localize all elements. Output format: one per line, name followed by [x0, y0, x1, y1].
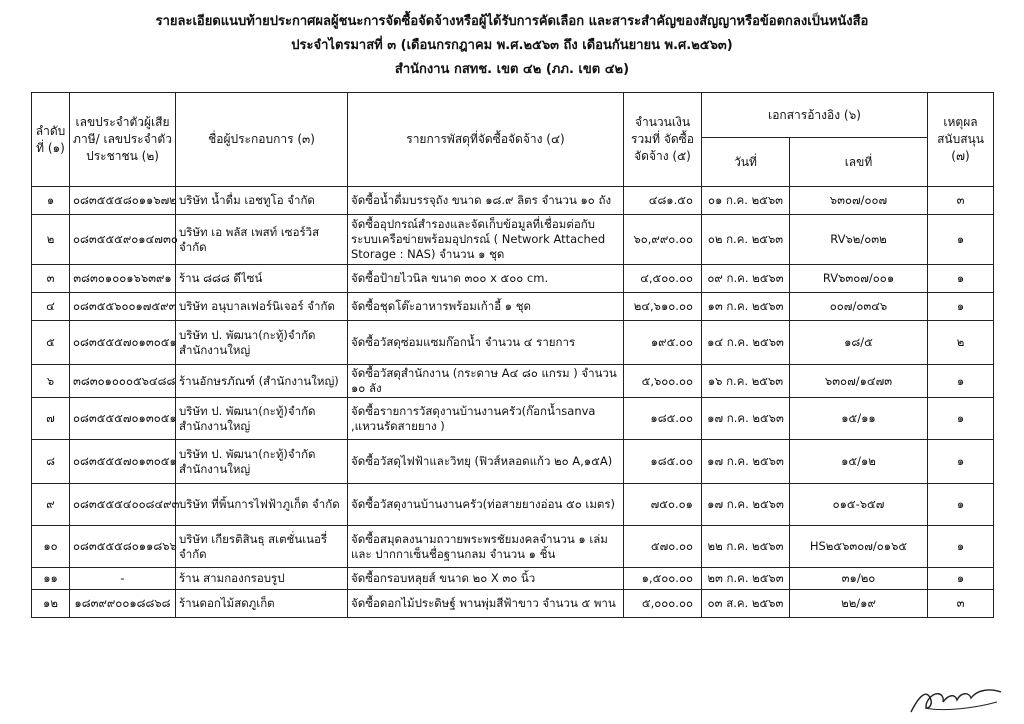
table-row: [32, 590, 994, 618]
cell-amount: ๔,๕๐๐.๐๐: [624, 265, 702, 293]
col-header-item: รายการพัสดุที่จัดซื้อจัดจ้าง (๔): [348, 93, 624, 187]
cell-date: ๑๓ ก.ค. ๒๕๖๓: [702, 293, 790, 321]
cell-item: จัดซื้อวัสดุสำนักงาน (กระดาษ A๔ ๘๐ แกรม ) จำนวน ๑๐ ลัง: [348, 365, 624, 398]
cell-reason: ๑: [928, 398, 994, 440]
cell-no: ๓: [32, 265, 70, 293]
signature-mark: [905, 678, 1005, 718]
table-row: [32, 293, 994, 321]
cell-amount: ๑๘๕.๐๐: [624, 398, 702, 440]
cell-taxid: -: [70, 568, 176, 590]
cell-ref-no: RV๖๒/๐๓๒: [790, 215, 928, 265]
col-header-ref-date: วันที่: [702, 138, 790, 187]
col-header-ref-no: เลขที่: [790, 138, 928, 187]
cell-ref-no: ๑๕/๑๒: [790, 440, 928, 484]
cell-no: ๗: [32, 398, 70, 440]
table-row: [32, 187, 994, 215]
cell-item: จัดซื้อกรอบหลุยส์ ขนาด ๒๐ X ๓๐ นิ้ว: [348, 568, 624, 590]
cell-item: จัดซื้อรายการวัสดุงานบ้านงานครัว(ก๊อกน้ำsanva ,แหวนรัดสายยาง ): [348, 398, 624, 440]
cell-date: ๑๗ ก.ค. ๒๕๖๓: [702, 440, 790, 484]
cell-vendor: ร้านอักษรภัณฑ์ (สำนักงานใหญ่): [176, 365, 348, 398]
cell-ref-no: ๖๓๐๗/๐๐๗: [790, 187, 928, 215]
cell-item: จัดซื้ออุปกรณ์สำรองและจัดเก็บข้อมูลที่เชื่อมต่อกับระบบเครือข่ายพร้อมอุปกรณ์ ( Network Attached Storage : NAS) จำนวน ๑ ชุด: [348, 215, 624, 265]
cell-reason: ๓: [928, 187, 994, 215]
table-row: [32, 484, 994, 526]
col-header-amount: จำนวนเงิน รวมที่ จัดซื้อจัดจ้าง (๕): [624, 93, 702, 187]
cell-taxid: ๓๘๓๐๑๐๐๐๕๖๔๘๘: [70, 365, 176, 398]
cell-taxid: ๐๘๓๕๕๕๗๐๑๓๐๕๑: [70, 440, 176, 484]
cell-ref-no: ๓๑/๒๐: [790, 568, 928, 590]
cell-reason: ๑: [928, 215, 994, 265]
document-header: [0, 10, 1024, 82]
cell-ref-no: ๐๑๕-๖๕๗: [790, 484, 928, 526]
cell-date: ๑๔ ก.ค. ๒๕๖๓: [702, 321, 790, 365]
cell-taxid: ๐๘๓๕๕๕๘๐๑๑๖๗๒: [70, 187, 176, 215]
table-body: [32, 187, 994, 618]
cell-date: ๒๓ ก.ค. ๒๕๖๓: [702, 568, 790, 590]
cell-vendor: ร้าน ๘๘๘ ดีไซน์: [176, 265, 348, 293]
cell-taxid: ๐๘๓๕๕๕๔๐๐๘๔๙๓: [70, 484, 176, 526]
cell-reason: ๑: [928, 293, 994, 321]
table-row: [32, 215, 994, 265]
table-header: [32, 93, 994, 187]
table-row: [32, 321, 994, 365]
cell-item: จัดซื้อสมุดลงนามถวายพระพรชัยมงคลจำนวน ๑ เล่ม และ ปากกาเซ็นชื่อฐานกลม จำนวน ๑ ชิ้น: [348, 526, 624, 568]
cell-ref-no: ๑๘/๕: [790, 321, 928, 365]
cell-amount: ๕,๖๐๐.๐๐: [624, 365, 702, 398]
cell-taxid: ๐๘๓๕๕๕๗๐๑๓๐๕๑: [70, 321, 176, 365]
table-row: [32, 365, 994, 398]
cell-amount: ๑,๕๐๐.๐๐: [624, 568, 702, 590]
cell-amount: ๒๔,๖๑๐.๐๐: [624, 293, 702, 321]
cell-vendor: บริษัท อนุบาลเฟอร์นิเจอร์ จำกัด: [176, 293, 348, 321]
cell-ref-no: RV๖๓๐๗/๐๐๑: [790, 265, 928, 293]
cell-no: ๕: [32, 321, 70, 365]
cell-amount: ๑๙๕.๐๐: [624, 321, 702, 365]
cell-date: ๐๙ ก.ค. ๒๕๖๓: [702, 265, 790, 293]
cell-ref-no: HS๒๕๖๓๐๗/๐๑๖๕: [790, 526, 928, 568]
cell-date: ๑๖ ก.ค. ๒๕๖๓: [702, 365, 790, 398]
table-row: [32, 265, 994, 293]
cell-vendor: บริษัท ป. พัฒนา(กะทู้)จำกัด สำนักงานใหญ่: [176, 321, 348, 365]
cell-vendor: ร้านดอกไม้สดภูเก็ต: [176, 590, 348, 618]
cell-taxid: ๐๘๓๕๕๖๐๐๑๗๕๙๓: [70, 293, 176, 321]
cell-no: ๑๒: [32, 590, 70, 618]
table-row: [32, 398, 994, 440]
cell-vendor: บริษัท ที่พิ้นการไฟฟ้าภูเก็ต จำกัด: [176, 484, 348, 526]
cell-date: ๐๑ ก.ค. ๒๕๖๓: [702, 187, 790, 215]
cell-item: จัดซื้อดอกไม้ประดิษฐ์ พานพุ่มสีฟ้าขาว จำนวน ๕ พาน: [348, 590, 624, 618]
cell-reason: ๑: [928, 484, 994, 526]
cell-item: จัดซื้อวัสดุงานบ้านงานครัว(ท่อสายยางอ่อน ๕๐ เมตร): [348, 484, 624, 526]
cell-date: ๐๓ ส.ค. ๒๕๖๓: [702, 590, 790, 618]
cell-taxid: ๓๘๓๐๑๐๐๑๖๖๓๙๑: [70, 265, 176, 293]
table-row: [32, 526, 994, 568]
cell-vendor: ร้าน สามกองกรอบรูป: [176, 568, 348, 590]
col-header-reason: เหตุผล สนับสนุน (๗): [928, 93, 994, 187]
cell-no: ๖: [32, 365, 70, 398]
cell-no: ๙: [32, 484, 70, 526]
cell-taxid: ๐๘๓๕๕๕๘๐๑๑๘๖๖: [70, 526, 176, 568]
col-header-vendor: ชื่อผู้ประกอบการ (๓): [176, 93, 348, 187]
title-line-2: ประจำไตรมาสที่ ๓ (เดือนกรกฎาคม พ.ศ.๒๕๖๓ ถึง เดือนกันยายน พ.ศ.๒๕๖๓): [291, 38, 733, 53]
cell-date: ๑๗ ก.ค. ๒๕๖๓: [702, 484, 790, 526]
cell-vendor: บริษัท ป. พัฒนา(กะทู้)จำกัด สำนักงานใหญ่: [176, 398, 348, 440]
cell-vendor: บริษัท เกียรติสินธุ สเตชั่นเนอรี่ จำกัด: [176, 526, 348, 568]
cell-ref-no: ๒๒/๑๙: [790, 590, 928, 618]
cell-no: ๔: [32, 293, 70, 321]
col-header-no: ลำดับ ที่ (๑): [32, 93, 70, 187]
cell-item: จัดซื้อวัสดุไฟฟ้าและวิทยุ (ฟิวส์หลอดแก้ว ๒๐ A,๑๕A): [348, 440, 624, 484]
cell-no: ๑๑: [32, 568, 70, 590]
title-line-1: รายละเอียดแนบท้ายประกาศผลผู้ชนะการจัดซื้อจัดจ้างหรือผู้ได้รับการคัดเลือก และสาระสำคัญของสัญญาหรือข้อตกลงเป็นหนังสือ: [155, 14, 869, 29]
cell-item: จัดซื้อชุดโต๊ะอาหารพร้อมเก้าอี้ ๑ ชุด: [348, 293, 624, 321]
cell-reason: ๑: [928, 365, 994, 398]
cell-amount: ๕๗๐.๐๐: [624, 526, 702, 568]
cell-reason: ๑: [928, 568, 994, 590]
cell-taxid: ๐๘๓๕๕๕๗๐๑๓๐๕๑: [70, 398, 176, 440]
cell-amount: ๕,๐๐๐.๐๐: [624, 590, 702, 618]
cell-reason: ๑: [928, 526, 994, 568]
col-header-ref: เอกสารอ้างอิง (๖): [702, 93, 928, 138]
title-line-3: สำนักงาน กสทช. เขต ๔๒ (ภภ. เขต ๔๒): [394, 62, 630, 77]
cell-reason: ๓: [928, 590, 994, 618]
cell-item: จัดซื้อวัสดุซ่อมแซมก๊อกน้ำ จำนวน ๔ รายการ: [348, 321, 624, 365]
cell-item: จัดซื้อน้ำดื่มบรรจุถัง ขนาด ๑๘.๙ ลิตร จำนวน ๑๐ ถัง: [348, 187, 624, 215]
cell-no: ๑๐: [32, 526, 70, 568]
cell-no: ๘: [32, 440, 70, 484]
cell-ref-no: ๐๐๗/๐๓๔๖: [790, 293, 928, 321]
cell-reason: ๒: [928, 321, 994, 365]
cell-no: ๑: [32, 187, 70, 215]
cell-amount: ๔๘๑.๕๐: [624, 187, 702, 215]
cell-reason: ๑: [928, 265, 994, 293]
procurement-table: [31, 92, 994, 618]
cell-amount: ๑๘๕.๐๐: [624, 440, 702, 484]
cell-reason: ๑: [928, 440, 994, 484]
cell-taxid: ๑๘๓๙๙๐๐๑๘๘๖๘: [70, 590, 176, 618]
cell-date: ๑๗ ก.ค. ๒๕๖๓: [702, 398, 790, 440]
cell-date: ๐๒ ก.ค. ๒๕๖๓: [702, 215, 790, 265]
cell-taxid: ๐๘๓๕๕๕๙๐๑๔๗๓๐: [70, 215, 176, 265]
cell-item: จัดซื้อป้ายไวนิล ขนาด ๓๐๐ x ๕๐๐ cm.: [348, 265, 624, 293]
cell-ref-no: ๑๕/๑๑: [790, 398, 928, 440]
cell-amount: ๖๐,๙๙๐.๐๐: [624, 215, 702, 265]
table-row: [32, 568, 994, 590]
table-row: [32, 440, 994, 484]
cell-date: ๒๒ ก.ค. ๒๕๖๓: [702, 526, 790, 568]
cell-vendor: บริษัท เอ พลัส เพสท์ เซอร์วิส จำกัด: [176, 215, 348, 265]
col-header-taxid: เลขประจำตัวผู้เสีย ภาษี/ เลขประจำตัวประชาชน (๒): [70, 93, 176, 187]
cell-amount: ๗๕๐.๐๑: [624, 484, 702, 526]
cell-ref-no: ๖๓๐๗/๑๔๗๓: [790, 365, 928, 398]
cell-no: ๒: [32, 215, 70, 265]
cell-vendor: บริษัท ป. พัฒนา(กะทู้)จำกัด สำนักงานใหญ่: [176, 440, 348, 484]
cell-vendor: บริษัท น้ำดื่ม เอชทูโอ จำกัด: [176, 187, 348, 215]
